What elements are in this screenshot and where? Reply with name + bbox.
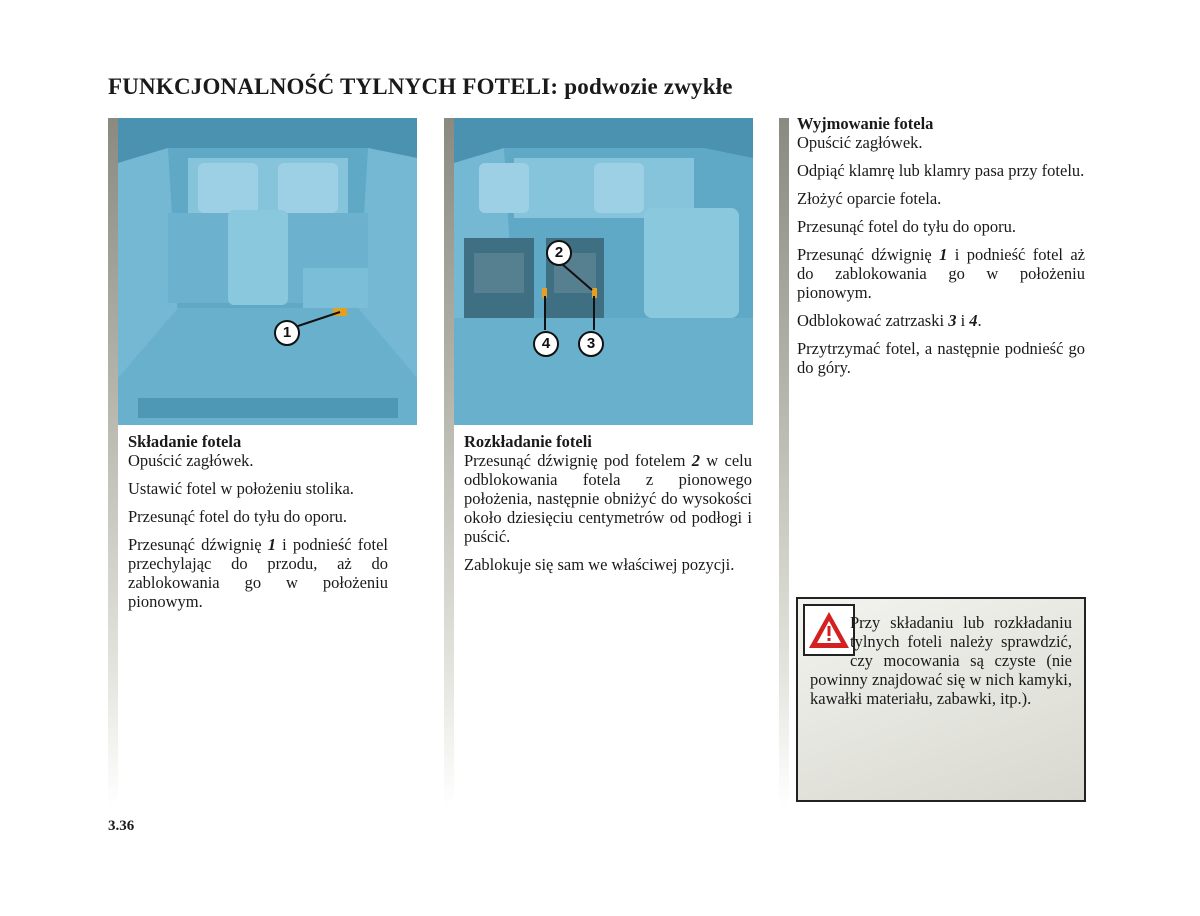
column-divider-right: [779, 118, 789, 808]
cargo-area-illustration: [118, 118, 417, 425]
page-title-main: FUNKCJONALNOŚĆ TYLNYCH FOTELI:: [108, 74, 559, 99]
column-divider-middle: [444, 118, 454, 808]
folding-step-4: Przesunąć dźwignię 1 i podnieść fotel przechylając do przodu, aż do zablokowania go w położeniu pionowym.: [128, 535, 388, 611]
callout-1: 1: [274, 320, 300, 346]
removal-step-4: Przesunąć fotel do tyłu do oporu.: [797, 217, 1017, 236]
unfolding-step-1: Przesunąć dźwignię pod fotelem 2 w celu odblokowania fotela z pionowego położenia, następnie obniżyć do wysokości około dziesięciu centymetrów od podłogi i puścić.: [464, 451, 752, 546]
folding-step-1: Opuścić zagłówek.: [128, 451, 254, 470]
heading-unfolding: Rozkładanie foteli: [464, 432, 592, 451]
ref-1: 1: [267, 535, 276, 554]
column-unfolding: [464, 432, 752, 583]
ref-4: 4: [969, 311, 978, 330]
figure-unfolding-seats: [454, 118, 753, 425]
removal-step-5: Przesunąć dźwignię 1 i podnieść fotel aż do zablokowania go w położeniu pionowym.: [797, 245, 1085, 302]
callout-4: 4: [533, 331, 559, 357]
removal-step-3: Złożyć oparcie fotela.: [797, 189, 942, 208]
warning-text: Przy składaniu lub rozkładaniu tylnych foteli należy sprawdzić, czy mocowania są czyste (nie powinny znajdować się w nich kamyki, kawałki materiału, zabawki, itp.).: [810, 613, 1072, 708]
unfolding-step-2: Zablokuje się sam we właściwej pozycji.: [464, 555, 735, 574]
ref-2: 2: [691, 451, 700, 470]
figure-folding-seat: [118, 118, 417, 425]
removal-step-2: Odpiąć klamrę lub klamry pasa przy fotelu.: [797, 161, 1085, 180]
callout-2: 2: [546, 240, 572, 266]
ref-1-removal: 1: [939, 245, 948, 264]
folding-step-3: Przesunąć fotel do tyłu do oporu.: [128, 507, 348, 526]
page-title: [108, 74, 733, 100]
callout-3: 3: [578, 331, 604, 357]
heading-folding: Składanie fotela: [128, 432, 242, 451]
column-removal: [797, 114, 1085, 386]
folding-step-2: Ustawić fotel w położeniu stolika.: [128, 479, 354, 498]
removal-step-7: Przytrzymać fotel, a następnie podnieść go do góry.: [797, 339, 1085, 377]
warning-box: [796, 597, 1086, 802]
column-divider-left: [108, 118, 118, 808]
column-folding: [128, 432, 388, 620]
page-title-sub: podwozie zwykłe: [564, 74, 733, 99]
heading-removal: Wyjmowanie fotela: [797, 114, 934, 133]
seat-latches-illustration: [454, 118, 753, 425]
removal-step-6: Odblokować zatrzaski 3 i 4.: [797, 311, 982, 330]
ref-3: 3: [948, 311, 957, 330]
removal-step-1: Opuścić zagłówek.: [797, 133, 923, 152]
page-number: 3.36: [108, 818, 135, 834]
